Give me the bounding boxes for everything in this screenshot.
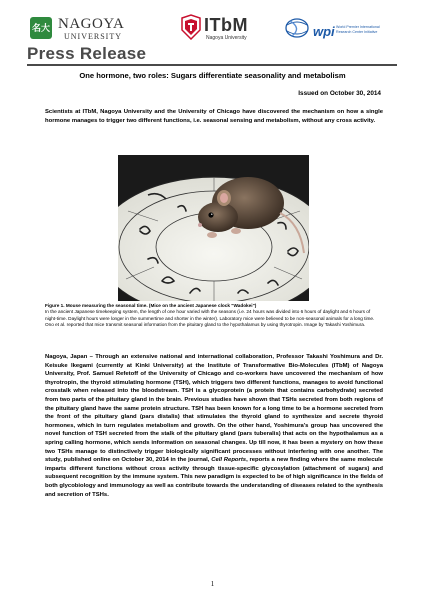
itbm-name: ITbM [204,15,248,35]
figure-text: In the ancient Japanese timekeeping system, the length of one hour varied with the seasons (i.e. 24 hours was divided into 6 hours of daylight and 6 hours of night-time. Daylight hours were longer in the summertime and shorter in the winter). Laboratory mice were believed to be non-seasonal animals for a long time. Ono et al. reported that mice transmit seasonal information from the pituitary gland to the hypothalamus by using thyrotropin. Image by Takashi Yoshimura. [45,309,375,328]
issued-date: Issued on October 30, 2014 [298,90,381,97]
header-divider [27,64,397,66]
body-lead: Nagoya, Japan – Through an extensive national and international collaboration, Professor Takashi Yoshimura and Dr. Keisuke Ikegami (currently at Kinki University) at the Institute of Transformative Bio-Molecules (ITbM) of Nagoya University, Prof. Samuel Refetoff of the University of Chicago and co-workers have uncovered the mechanism of how thyrotropin, the thyroid stimulating hormone (TSH), which triggers two different functions, manages to avoid functional crosstalk when released into the bloodstream. TSH is a glycoprotein (a protein that contains carbohydrate) secreted from two parts of the pituitary gland in the brain. Previous studies have shown that TSHs secreted from both regions of the pituitary gland have the same protein structure. TSH has been known for a long time to be a hormone secreted from the front of the pituitary gland (pars distalis) that stimulates the thyroid gland to synthesize and secrete thyroid hormones, which in turn regulates metabolism and growth. On the other hand, Yoshimura's group has uncovered the novel function of TSH secreted from the stalk of the pituitary gland (pars tuberalis) that acts on the hypothalamus as a spring calling hormone, which sends information on seasonal changes. Up till now, it has been a mystery on how these two TSHs manage to distinctively trigger biologically significant processes without interfering with one another. The study, published online on October 30, 2014 in the journal, [45,354,383,464]
nagoya-university-subname: UNIVERSITY [64,32,122,41]
intro-paragraph: Scientists at ITbM, Nagoya University and the University of Chicago have discovered the mechanism on how a single hormone manages to trigger two different functions, i.e. seasonal sensing and metabolism, without any cross activity. [45,109,383,124]
itbm-subname: Nagoya University [206,35,247,41]
nagoya-university-seal: 名大 [30,17,52,39]
page-number: 1 [210,580,215,588]
wpi-name: wpi [313,24,335,39]
figure-label: Figure 1. Mouse measuring the seasonal time. (Mice on the ancient Japanese clock "Wadokei") [45,303,257,308]
headline: One hormone, two roles: Sugars differentiate seasonality and metabolism [79,71,346,80]
itbm-logo-icon [180,14,202,40]
body-tail: , reports a new finding where the same molecule imparts different functions without cross activity through tissue-specific glycosylation (attachment of sugars) and subsequent recognition by the immune system. This new paradigm is expected to be of high significance in the fields of both glycobiology and immunology as well as contribute towards the understanding of diseases related to the synthesis and secretion of TSHs. [45,457,383,498]
body-paragraph [45,353,383,499]
journal-name: Cell Reports [211,457,247,464]
nagoya-university-name: NAGOYA [58,16,125,32]
mouse-on-wadokei-photo [118,155,309,301]
wpi-globe-icon [284,16,310,40]
press-release-title: Press Release [27,44,147,63]
figure-caption [45,303,383,329]
wpi-subname: World Premier International Research Center Initiative [336,25,380,34]
